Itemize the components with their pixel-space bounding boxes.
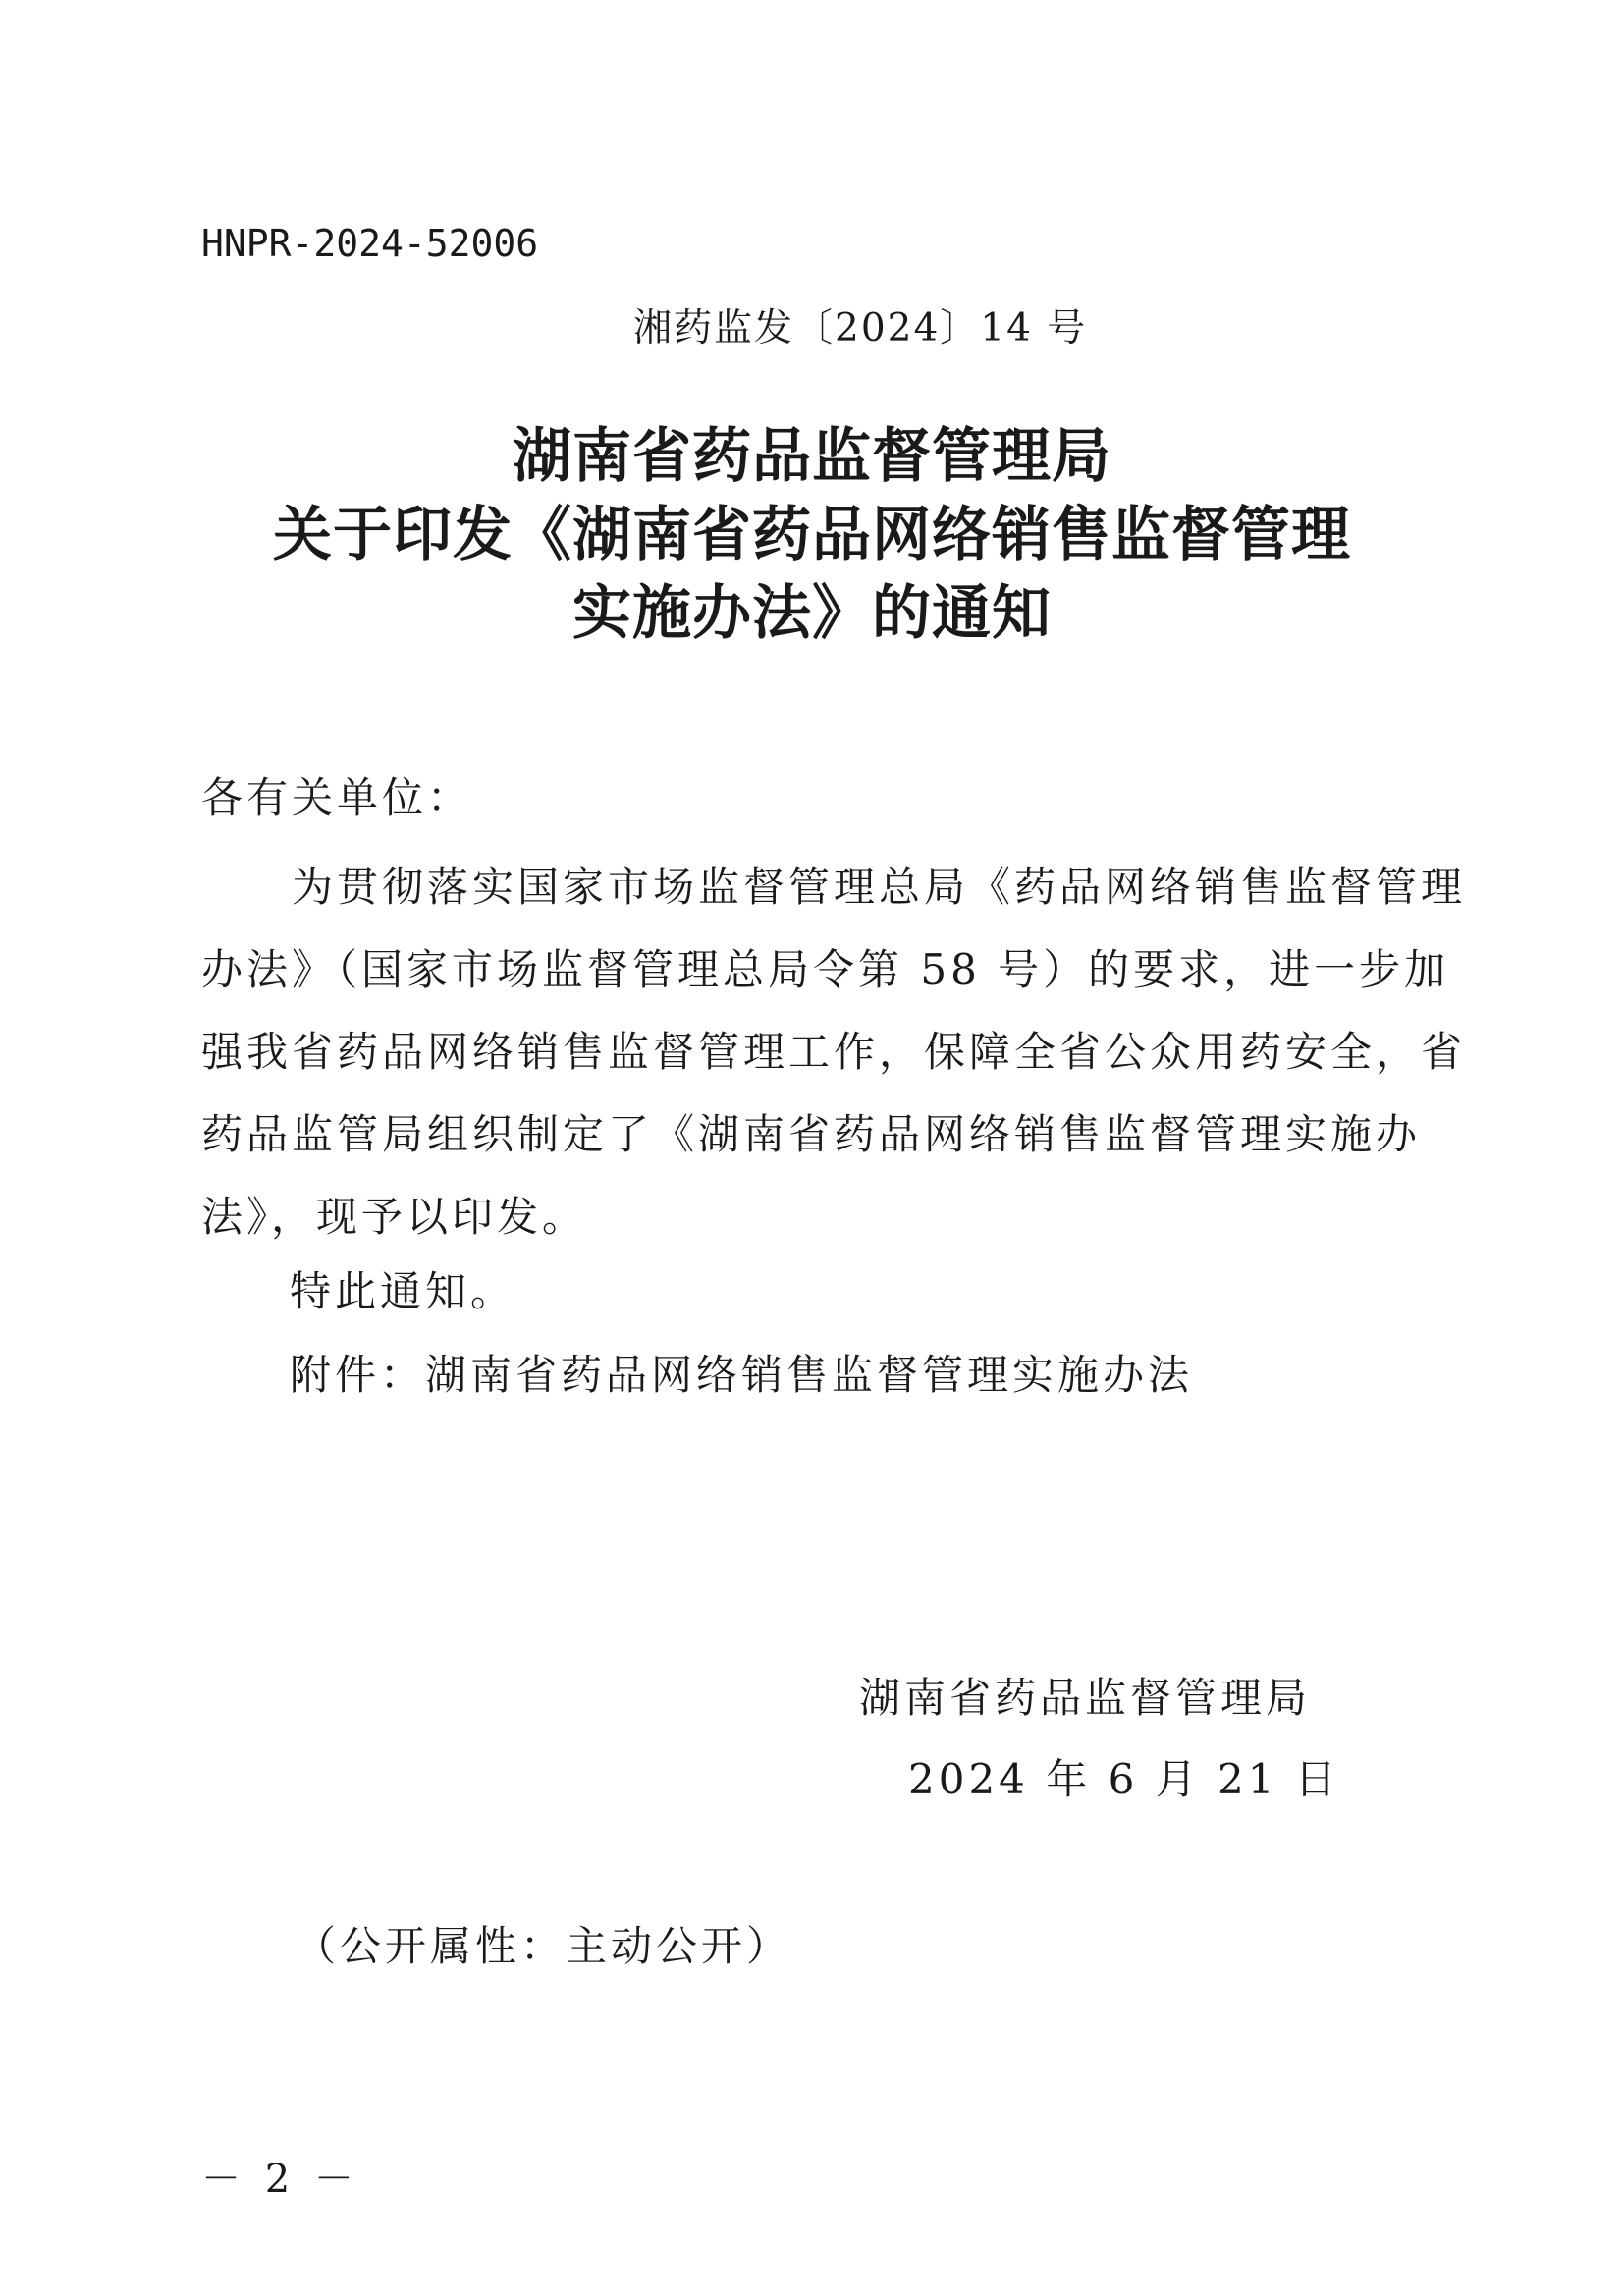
- body-line: 强我省药品网络销售监督管理工作，保障全省公众用药安全，省: [201, 1028, 1467, 1076]
- title-line: 实施办法》的通知: [572, 579, 1052, 648]
- body-paragraph: [201, 846, 1467, 1258]
- body-line: 药品监管局组织制定了《湖南省药品网络销售监督管理实施办: [201, 1110, 1422, 1158]
- body-line: 法》，现予以印发。: [201, 1193, 588, 1241]
- title-line: 湖南省药品监督管理局: [513, 422, 1111, 491]
- signature-organization: 湖南省药品监督管理局: [859, 1674, 1312, 1722]
- closing-text: 特此通知。: [290, 1267, 516, 1315]
- body-line: 为贯彻落实国家市场监督管理总局《药品网络销售监督管理: [201, 863, 1467, 911]
- body-line: 办法》（国家市场监督管理总局令第 58 号）的要求，进一步加: [201, 945, 1450, 993]
- salutation: 各有关单位：: [201, 774, 473, 822]
- document-number: 湘药监发〔2024〕14 号: [633, 306, 1088, 350]
- document-code: HNPR-2024-52006: [201, 222, 539, 265]
- page-number: － 2 －: [201, 2157, 359, 2202]
- title-line: 关于印发《湖南省药品网络销售监督管理: [273, 501, 1351, 569]
- signature-date: 2024 年 6 月 21 日: [908, 1755, 1340, 1803]
- document-title: [201, 417, 1423, 653]
- attachment-line: 附件：湖南省药品网络销售监督管理实施办法: [290, 1351, 1194, 1399]
- disclosure-attribute: （公开属性：主动公开）: [295, 1922, 792, 1970]
